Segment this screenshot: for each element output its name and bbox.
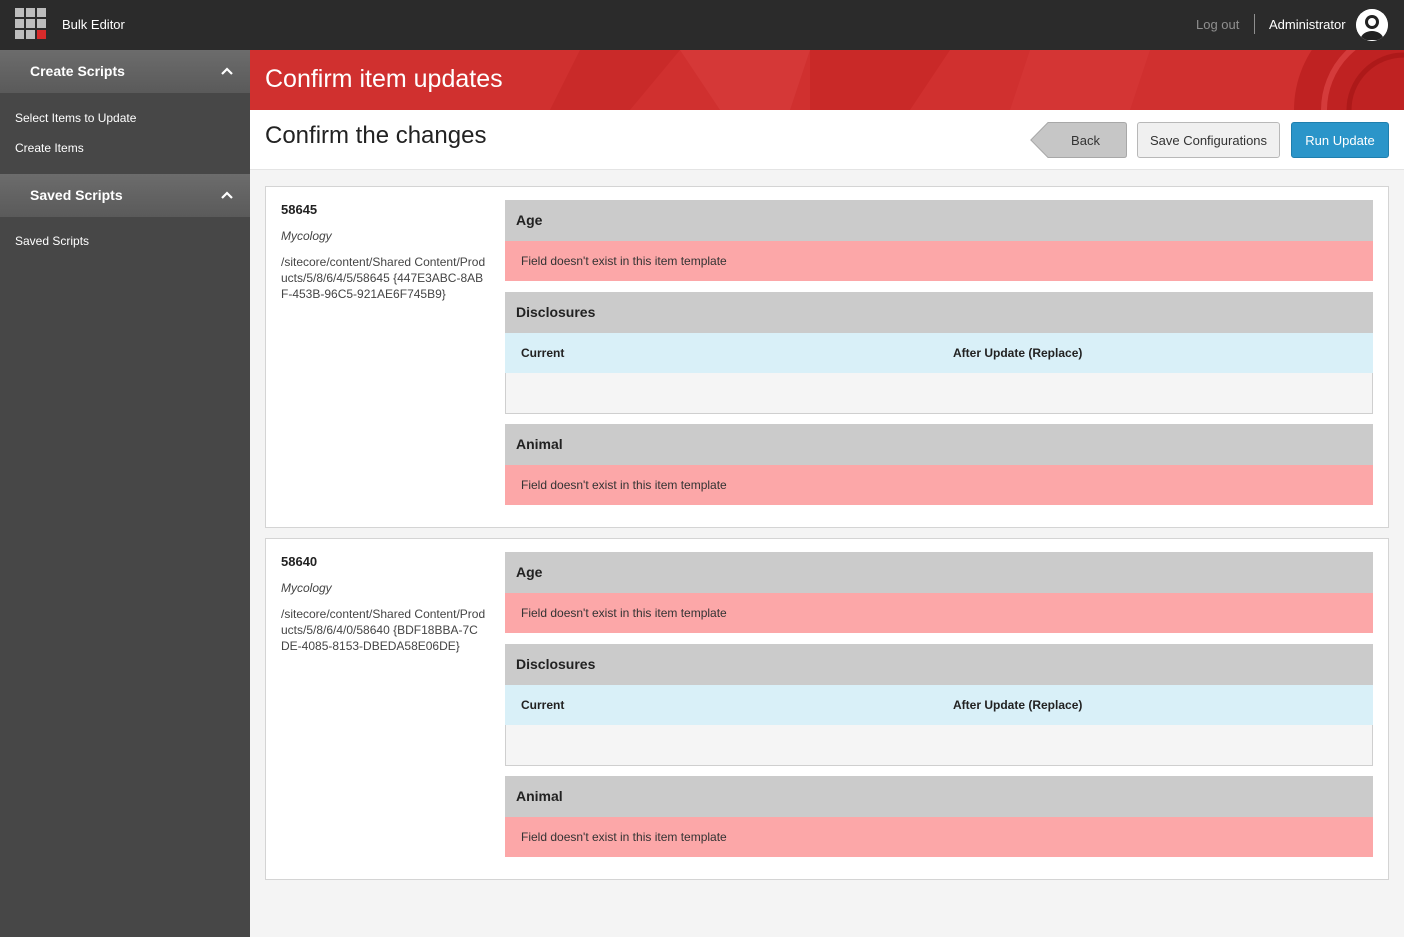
logout-link[interactable]: Log out bbox=[1196, 17, 1240, 32]
page-banner bbox=[250, 50, 1404, 110]
sidebar bbox=[0, 50, 250, 937]
back-button[interactable] bbox=[1030, 122, 1127, 158]
field-block-animal bbox=[505, 776, 1373, 857]
top-bar bbox=[0, 0, 1404, 50]
chevron-up-icon[interactable] bbox=[221, 67, 233, 75]
field-error-message: Field doesn't exist in this item template bbox=[505, 593, 1373, 633]
banner-title: Confirm item updates bbox=[265, 65, 503, 93]
field-block-animal bbox=[505, 424, 1373, 505]
sidebar-section-saved-scripts[interactable] bbox=[0, 174, 250, 217]
save-configurations-button[interactable]: Save Configurations bbox=[1137, 122, 1280, 158]
back-button-label: Back bbox=[1071, 132, 1100, 148]
field-name: Age bbox=[505, 552, 1373, 593]
field-name: Animal bbox=[505, 424, 1373, 465]
item-card bbox=[265, 538, 1389, 880]
item-path: /sitecore/content/Shared Content/Products/5/8/6/4/5/58645 {447E3ABC-8ABF-453B-96C5-921AE6F745B9} bbox=[281, 255, 486, 301]
topbar-divider bbox=[1254, 14, 1255, 34]
field-block-disclosures bbox=[505, 644, 1373, 766]
field-column-headers bbox=[505, 685, 1373, 725]
item-id: 58640 bbox=[281, 554, 318, 569]
column-after-update: After Update (Replace) bbox=[953, 698, 1083, 712]
field-block-age bbox=[505, 552, 1373, 633]
field-values-row bbox=[505, 725, 1373, 766]
chevron-up-icon[interactable] bbox=[221, 191, 233, 199]
field-name: Disclosures bbox=[505, 644, 1373, 685]
field-name: Disclosures bbox=[505, 292, 1373, 333]
field-block-age bbox=[505, 200, 1373, 281]
sidebar-section-label: Create Scripts bbox=[30, 63, 125, 79]
page-title: Confirm the changes bbox=[265, 122, 487, 149]
item-template: Mycology bbox=[281, 229, 332, 243]
page-toolbar bbox=[250, 110, 1404, 170]
user-avatar-icon[interactable] bbox=[1356, 9, 1388, 41]
column-current: Current bbox=[521, 346, 565, 360]
field-error-message: Field doesn't exist in this item template bbox=[505, 241, 1373, 281]
sidebar-item-saved-scripts[interactable]: Saved Scripts bbox=[15, 234, 90, 248]
column-current: Current bbox=[521, 698, 565, 712]
user-name[interactable]: Administrator bbox=[1269, 17, 1346, 32]
sidebar-item-select-items-to-update[interactable]: Select Items to Update bbox=[15, 111, 137, 125]
item-path: /sitecore/content/Shared Content/Products/5/8/6/4/0/58640 {BDF18BBA-7CDE-4085-8153-DBEDA58E06DE} bbox=[281, 607, 486, 653]
field-name: Age bbox=[505, 200, 1373, 241]
item-id: 58645 bbox=[281, 202, 318, 217]
field-name: Animal bbox=[505, 776, 1373, 817]
item-card bbox=[265, 186, 1389, 528]
item-template: Mycology bbox=[281, 581, 332, 595]
field-column-headers bbox=[505, 333, 1373, 373]
sidebar-item-create-items[interactable]: Create Items bbox=[15, 141, 84, 155]
app-title: Bulk Editor bbox=[62, 17, 125, 32]
sidebar-section-create-scripts[interactable] bbox=[0, 50, 250, 93]
field-error-message: Field doesn't exist in this item template bbox=[505, 817, 1373, 857]
column-after-update: After Update (Replace) bbox=[953, 346, 1083, 360]
run-update-button[interactable]: Run Update bbox=[1291, 122, 1389, 158]
field-error-message: Field doesn't exist in this item template bbox=[505, 465, 1373, 505]
field-values-row bbox=[505, 373, 1373, 414]
field-block-disclosures bbox=[505, 292, 1373, 414]
app-grid-icon[interactable] bbox=[15, 8, 47, 41]
sidebar-section-label: Saved Scripts bbox=[30, 187, 123, 203]
